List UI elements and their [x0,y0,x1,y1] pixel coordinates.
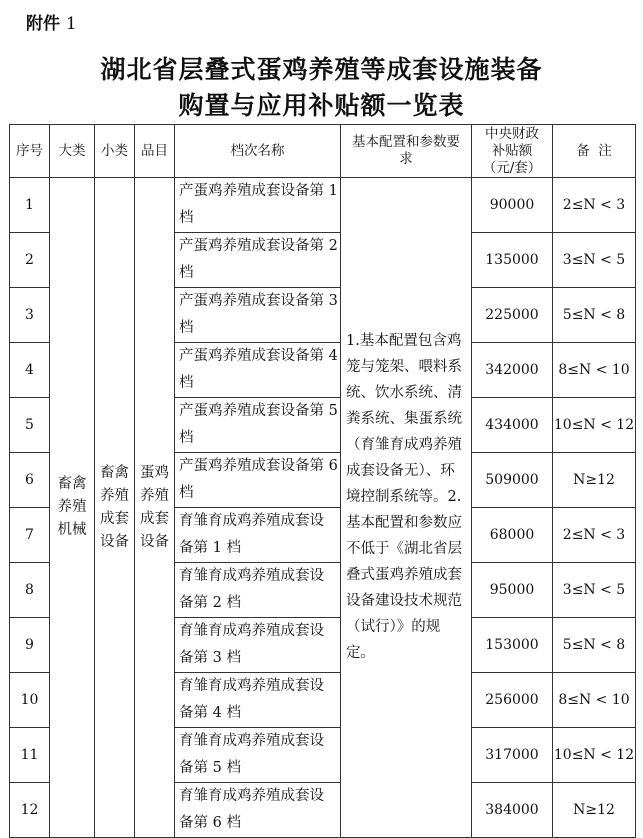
row-remark: 8≤N < 10 [553,673,636,728]
row-remark: 3≤N < 5 [553,233,636,288]
row-seq: 10 [10,673,50,728]
row-tier-name: 育雏育成鸡养殖成套设备第 5 档 [175,728,341,783]
row-seq: 3 [10,288,50,343]
row-remark: 3≤N < 5 [553,563,636,618]
header-remark: 备 注 [553,125,636,178]
subcategory-cell: 畜禽养殖成套设备 [95,178,135,838]
header-subsidy-text: 中央财政补贴额（元/套） [482,125,542,176]
row-tier-name: 产蛋鸡养殖成套设备第 4 档 [175,343,341,398]
row-remark: 2≤N < 3 [553,178,636,233]
row-tier-name: 产蛋鸡养殖成套设备第 6 档 [175,453,341,508]
row-seq: 2 [10,233,50,288]
row-remark: 5≤N < 8 [553,288,636,343]
row-seq: 5 [10,398,50,453]
row-seq: 12 [10,783,50,838]
header-requirements [341,125,472,178]
row-seq: 11 [10,728,50,783]
header-seq: 序号 [10,125,50,178]
row-seq: 4 [10,343,50,398]
row-subsidy: 256000 [472,673,553,728]
row-subsidy: 225000 [472,288,553,343]
header-category: 大类 [50,125,95,178]
row-tier-name: 育雏育成鸡养殖成套设备第 6 档 [175,783,341,838]
header-item: 品目 [135,125,175,178]
row-subsidy: 317000 [472,728,553,783]
row-remark: N≥12 [553,453,636,508]
row-subsidy: 90000 [472,178,553,233]
header-subsidy [472,125,553,178]
row-subsidy: 342000 [472,343,553,398]
row-tier-name: 育雏育成鸡养殖成套设备第 3 档 [175,618,341,673]
category-cell: 畜禽养殖机械 [50,178,95,838]
header-requirements-text: 基本配置和参数要求 [352,134,460,167]
document-title-line2: 购置与应用补贴额一览表 [178,91,465,120]
row-subsidy: 95000 [472,563,553,618]
header-tier-name: 档次名称 [175,125,341,178]
row-remark: 8≤N < 10 [553,343,636,398]
row-seq: 8 [10,563,50,618]
row-subsidy: 384000 [472,783,553,838]
row-seq: 7 [10,508,50,563]
row-tier-name: 育雏育成鸡养殖成套设备第 2 档 [175,563,341,618]
row-tier-name: 产蛋鸡养殖成套设备第 2 档 [175,233,341,288]
header-subcategory: 小类 [95,125,135,178]
table-body [10,178,636,838]
row-remark: N≥12 [553,783,636,838]
row-tier-name: 产蛋鸡养殖成套设备第 5 档 [175,398,341,453]
row-subsidy: 153000 [472,618,553,673]
row-seq: 6 [10,453,50,508]
document-title-line1: 湖北省层叠式蛋鸡养殖等成套设施装备 [100,55,543,84]
row-remark: 5≤N < 8 [553,618,636,673]
row-tier-name: 育雏育成鸡养殖成套设备第 1 档 [175,508,341,563]
row-subsidy: 135000 [472,233,553,288]
attachment-label-text: 附件 [26,14,60,34]
row-tier-name: 产蛋鸡养殖成套设备第 1 档 [175,178,341,233]
row-seq: 1 [10,178,50,233]
attachment-number: 1 [65,14,77,34]
row-subsidy: 509000 [472,453,553,508]
row-tier-name: 育雏育成鸡养殖成套设备第 4 档 [175,673,341,728]
row-remark: 2≤N < 3 [553,508,636,563]
table-row [10,178,636,233]
row-subsidy: 434000 [472,398,553,453]
row-tier-name: 产蛋鸡养殖成套设备第 3 档 [175,288,341,343]
attachment-label [26,9,77,34]
requirements-cell: 1.基本配置包含鸡笼与笼架、喂料系统、饮水系统、清粪系统、集蛋系统（育雏育成鸡养殖成套设备无）、环境控制系统等。2.基本配置和参数应不低于《湖北省层叠式蛋鸡养殖成套设备建设技术规范（试行）》的规定。 [341,178,472,838]
table-header-row [10,125,636,178]
row-remark: 10≤N < 12 [553,398,636,453]
row-subsidy: 68000 [472,508,553,563]
subsidy-table [9,124,636,838]
row-remark: 10≤N < 12 [553,728,636,783]
row-seq: 9 [10,618,50,673]
item-cell: 蛋鸡养殖成套设备 [135,178,175,838]
